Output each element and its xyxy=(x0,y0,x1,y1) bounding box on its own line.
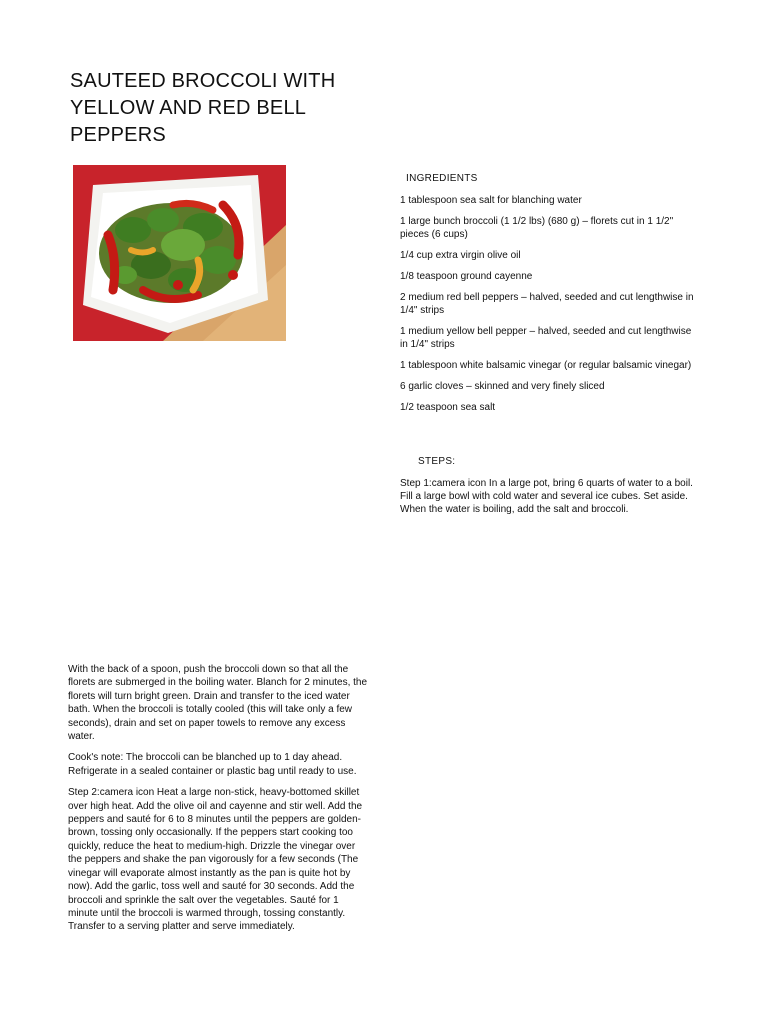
ingredient-item: 1/8 teaspoon ground cayenne xyxy=(400,271,533,282)
ingredient-item: 6 garlic cloves – skinned and very finely sliced xyxy=(400,381,605,392)
ingredient-item: 1 tablespoon white balsamic vinegar (or regular balsamic vinegar) xyxy=(400,360,692,371)
ingredient-item: 2 medium red bell peppers – halved, seeded and cut lengthwise in 1/4" strips xyxy=(400,292,694,316)
cooks-note: Cook's note: The broccoli can be blanched up to 1 day ahead. Refrigerate in a sealed container or plastic bag until ready to use. xyxy=(68,752,357,777)
step-1-continued-text: With the back of a spoon, push the broccoli down so that all the florets are submerged in the boiling water. Blanch for 2 minutes, the florets will turn bright green. Drain and transfer to the iced water bath. When the broccoli is totally cooled (this will take only a few seconds), drain and set on paper towels to remove any excess water. xyxy=(68,664,368,743)
ingredient-item: 1 large bunch broccoli (1 1/2 lbs) (680 g) – florets cut in 1 1/2" pieces (6 cups) xyxy=(400,216,674,240)
steps-continued xyxy=(68,663,368,942)
steps-heading: STEPS: xyxy=(418,456,456,467)
ingredient-item: 1 medium yellow bell pepper – halved, seeded and cut lengthwise in 1/4" strips xyxy=(400,326,692,350)
dish-photo xyxy=(73,165,286,341)
recipe-title: SAUTEED BROCCOLI WITH YELLOW AND RED BELL PEPPERS xyxy=(70,70,336,146)
ingredients-heading: INGREDIENTS xyxy=(406,173,478,184)
ingredient-item: 1/2 teaspoon sea salt xyxy=(400,402,496,413)
ingredients-list xyxy=(400,194,700,422)
ingredient-item: 1 tablespoon sea salt for blanching water xyxy=(400,195,582,206)
step-2-text: Step 2:camera icon Heat a large non-stick, heavy-bottomed skillet over high heat. Add the olive oil and cayenne and stir well. Add the peppers and sauté for 6 to 8 minutes until the peppers are golden-brown, tossing only occasionally. If the peppers start cooking too quickly, reduce the heat to medium-high. Drizzle the vinegar over the peppers and shake the pan vigorously for a few seconds (The vinegar will evaporate almost instantly as the pan is quite hot by now). Add the garlic, toss well and sauté for 30 seconds. Add the broccoli and sprinkle the salt over the vegetables. Sauté for 1 minute until the broccoli is warmed through, tossing constantly. Transfer to a serving platter and serve immediately. xyxy=(68,787,363,933)
step-1-text: Step 1:camera icon In a large pot, bring 6 quarts of water to a boil. Fill a large bowl with cold water and several ice cubes. Set aside. When the water is boiling, add the salt and broccoli. xyxy=(400,478,693,515)
ingredient-item: 1/4 cup extra virgin olive oil xyxy=(400,250,521,261)
